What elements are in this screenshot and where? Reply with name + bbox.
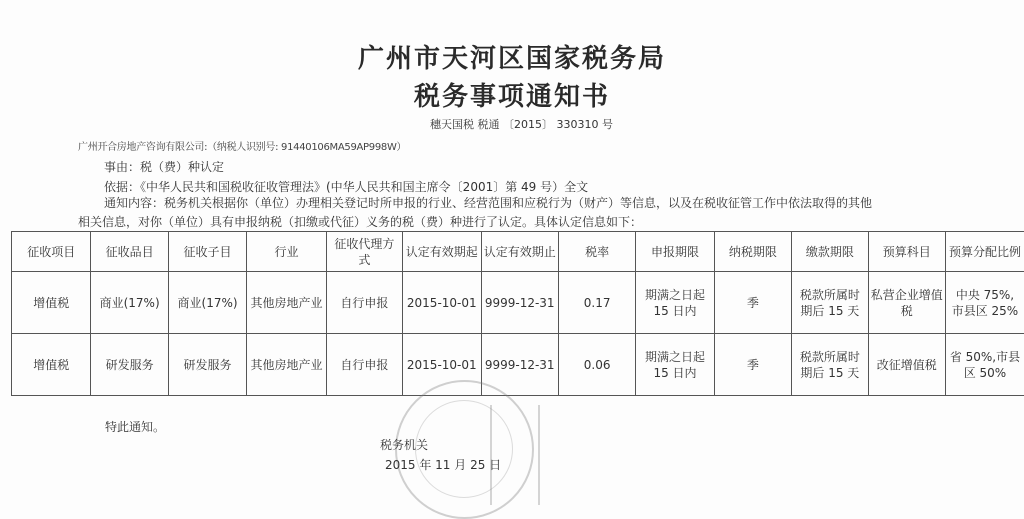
table-cell: 私营企业增值税 [868,272,945,334]
header-cell: 征收项目 [12,232,91,272]
notice-content-line-1: 通知内容：税务机关根据你（单位）办理相关登记时所申报的行业、经营范围和应税行为（财产）等信息，以及在税收征管工作中依法取得的其他 [104,194,872,211]
header-cell: 征收子目 [168,232,246,272]
header-cell: 纳税期限 [714,232,791,272]
basis-line: 依据：《中华人民共和国税收征收管理法》(中华人民共和国主席令〔2001〕第 49 号）全文 [104,178,588,195]
header-cell: 缴款期限 [792,232,868,272]
table-cell: 商业(17%) [168,272,246,334]
notice-content-line-2: 相关信息，对你（单位）具有申报纳税（扣缴或代征）义务的税（费）种进行了认定。具体认定信息如下： [78,213,642,230]
header-cell: 预算科目 [868,232,945,272]
issuing-authority: 税务机关 [380,436,428,453]
table-header-row [12,232,1024,272]
table-cell: 期满之日起 15 日内 [636,334,714,396]
table-cell: 研发服务 [91,334,168,396]
table-row [12,272,1024,334]
table-cell: 0.17 [558,272,635,334]
table-cell: 商业(17%) [91,272,168,334]
header-cell: 征收品目 [91,232,168,272]
document-title: 广州市天河区国家税务局 [0,38,1024,75]
document-number: 穗天国税 税通 〔2015〕 330310 号 [430,116,613,132]
header-cell: 申报期限 [636,232,714,272]
taxpayer-line: 广州开合房地产咨询有限公司:（纳税人识别号: 91440106MA59AP998W） [78,138,406,153]
table-cell: 省 50%,市县区 50% [945,334,1024,396]
header-cell: 行业 [247,232,326,272]
header-cell: 征收代理方式 [326,232,402,272]
table-cell: 0.06 [558,334,635,396]
table-cell: 2015-10-01 [403,272,481,334]
table-cell: 自行申报 [326,334,402,396]
table-cell: 研发服务 [168,334,246,396]
table-cell: 季 [714,272,791,334]
reason-line: 事由：税（费）种认定 [104,158,224,175]
table-row [12,334,1024,396]
closing-notice: 特此通知。 [105,418,165,435]
document-subtitle: 税务事项通知书 [0,76,1024,113]
table-cell: 税款所属时期后 15 天 [792,272,868,334]
table-cell: 改征增值税 [868,334,945,396]
header-cell: 预算分配比例 [945,232,1024,272]
header-cell: 认定有效期止 [481,232,558,272]
header-cell: 认定有效期起 [403,232,481,272]
header-cell: 税率 [558,232,635,272]
issue-date: 2015 年 11 月 25 日 [385,456,501,473]
table-cell: 9999-12-31 [481,272,558,334]
seam-seal-mark [490,405,540,505]
table-cell: 中央 75%, 市县区 25% [945,272,1024,334]
table-cell: 2015-10-01 [403,334,481,396]
table-cell: 9999-12-31 [481,334,558,396]
table-cell: 其他房地产业 [247,272,326,334]
table-cell: 其他房地产业 [247,334,326,396]
table-cell: 税款所属时期后 15 天 [792,334,868,396]
table-cell: 季 [714,334,791,396]
table-cell: 增值税 [12,334,91,396]
table-cell: 增值税 [12,272,91,334]
table-cell: 自行申报 [326,272,402,334]
tax-items-table [11,231,1024,396]
table-cell: 期满之日起 15 日内 [636,272,714,334]
